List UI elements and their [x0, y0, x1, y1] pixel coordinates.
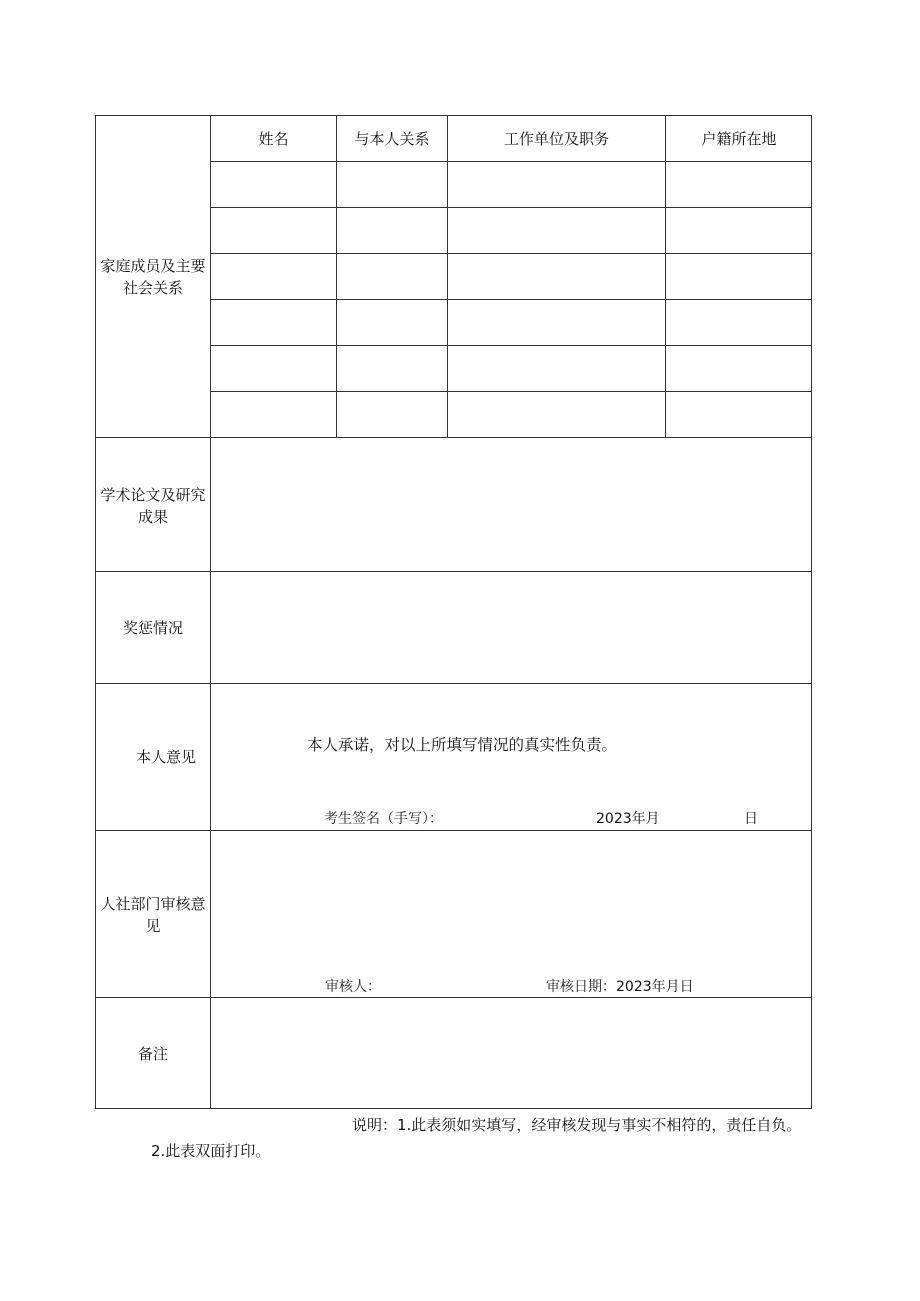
family-row-3-relation[interactable] [337, 254, 447, 299]
family-row-5-relation[interactable] [337, 346, 447, 391]
family-row-6-work[interactable] [448, 392, 665, 437]
family-row-2-relation[interactable] [337, 208, 447, 253]
note-1: 说明：1.此表须如实填写，经审核发现与事实不相符的，责任自负。 [352, 1116, 802, 1134]
family-row-4-work[interactable] [448, 300, 665, 345]
awards-label: 奖惩情况 [122, 619, 183, 637]
family-row-1-name[interactable] [211, 162, 336, 207]
sign-date-day: 日 [744, 811, 758, 827]
reviewer-label: 审核人： [325, 979, 381, 995]
family-row-3-work[interactable] [448, 254, 665, 299]
opinion-label: 本人意见 [135, 748, 196, 766]
family-row-4-name[interactable] [211, 300, 336, 345]
family-row-1-work[interactable] [448, 162, 665, 207]
family-row-3-hukou[interactable] [666, 254, 812, 299]
family-row-6-relation[interactable] [337, 392, 447, 437]
family-row-6-name[interactable] [211, 392, 336, 437]
review-date [546, 976, 694, 998]
academic-field[interactable] [211, 438, 812, 571]
family-row-6-hukou[interactable] [666, 392, 812, 437]
remarks-field[interactable] [211, 998, 812, 1108]
family-row-5-hukou[interactable] [666, 346, 812, 391]
family-row-1-relation[interactable] [337, 162, 447, 207]
review-date-value: 2023年月日 [616, 979, 694, 995]
section-divider [95, 683, 812, 684]
family-row-5-work[interactable] [448, 346, 665, 391]
family-row-4-relation[interactable] [337, 300, 447, 345]
academic-label: 学术论文及研究成果 [100, 486, 206, 526]
review-label: 人社部门审核意见 [100, 895, 206, 935]
family-row-4-hukou[interactable] [666, 300, 812, 345]
note-2: 2.此表双面打印。 [151, 1142, 271, 1160]
family-row-1-hukou[interactable] [666, 162, 812, 207]
header-hukou: 户籍所在地 [701, 130, 777, 148]
family-row-2-name[interactable] [211, 208, 336, 253]
family-row-5-name[interactable] [211, 346, 336, 391]
review-date-label: 审核日期： [546, 979, 616, 995]
signature-label: 考生签名（手写）： [324, 811, 443, 827]
promise-text: 本人承诺，对以上所填写情况的真实性负责。 [307, 736, 618, 754]
section-divider [95, 830, 812, 831]
header-work-unit: 工作单位及职务 [503, 130, 609, 148]
family-label: 家庭成员及主要社会关系 [100, 257, 206, 297]
sign-date-year-month: 2023年月 [596, 811, 660, 827]
header-name: 姓名 [258, 130, 289, 148]
family-row-2-work[interactable] [448, 208, 665, 253]
family-row-3-name[interactable] [211, 254, 336, 299]
family-row-2-hukou[interactable] [666, 208, 812, 253]
remarks-label: 备注 [137, 1045, 168, 1063]
awards-field[interactable] [211, 572, 812, 683]
header-relation: 与本人关系 [354, 130, 430, 148]
